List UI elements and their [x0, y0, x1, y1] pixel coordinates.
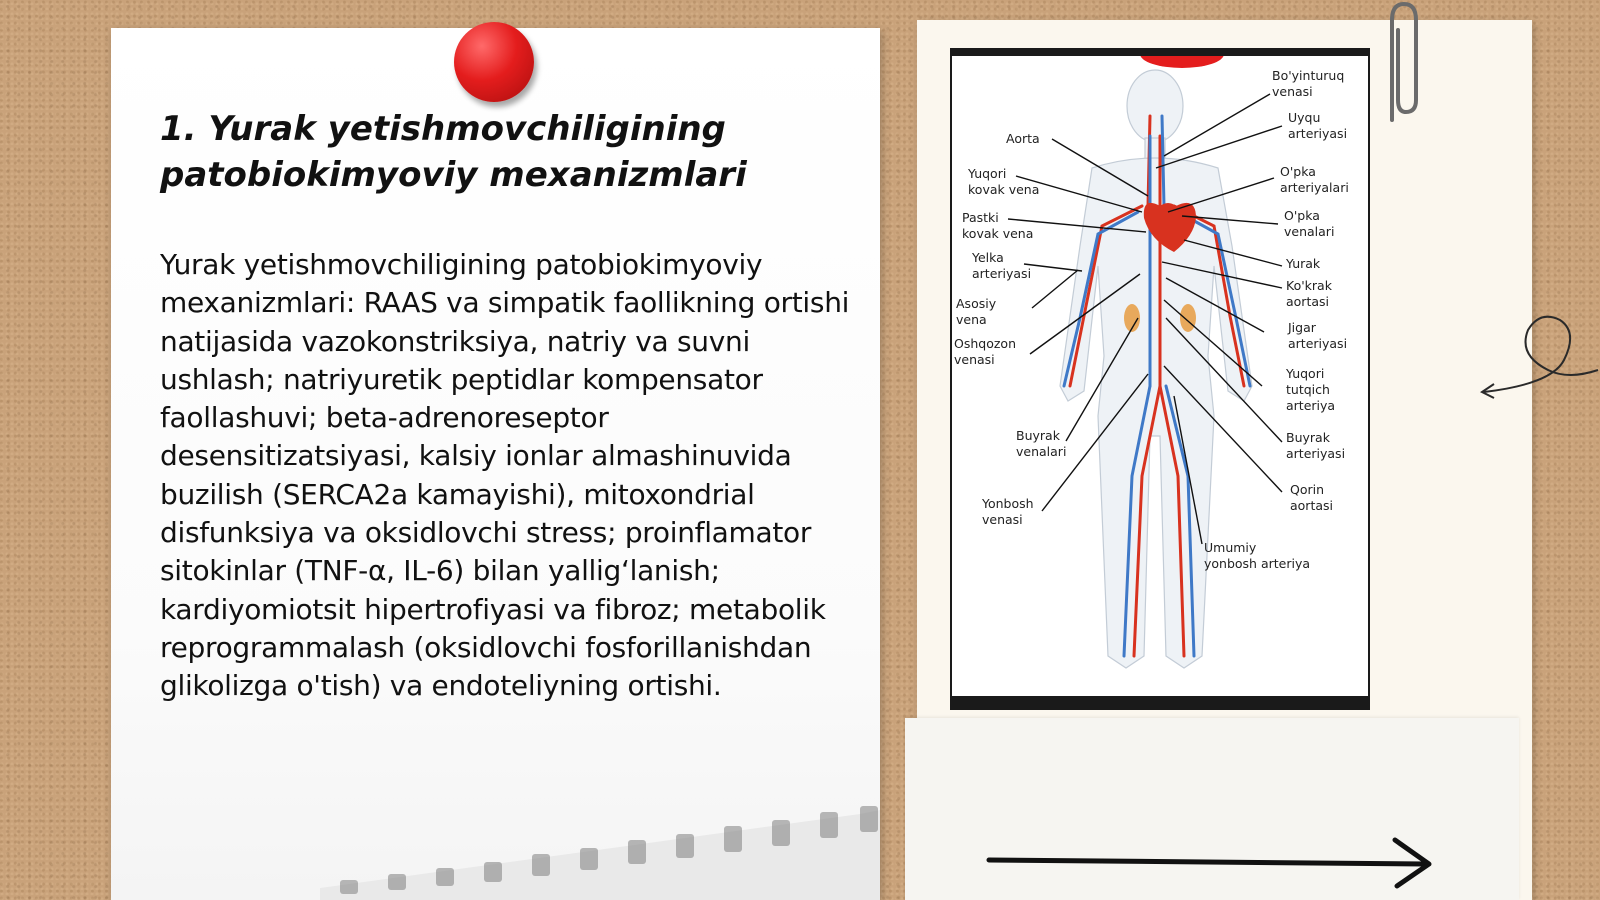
torn-paper-edge	[320, 800, 880, 900]
label-yurak: Yurak	[1286, 256, 1321, 271]
slide-title: 1. Yurak yetishmovchiligining patobiokimyoviy mexanizmlari	[160, 109, 747, 195]
label-asosiy-vena: Asosiy vena	[956, 296, 997, 327]
label-yuqori-kovak-vena: Yuqori kovak vena	[968, 166, 1040, 197]
label-opka-arteriyalari: O'pka arteriyalari	[1280, 164, 1349, 195]
paper-clip-icon	[1370, 0, 1430, 130]
label-oshqozon-venasi: Oshqozon venasi	[954, 336, 1016, 367]
diagram-drawing	[952, 56, 1368, 696]
label-boyinturuq-venasi: Bo'yinturuq venasi	[1272, 68, 1345, 99]
red-pushpin-icon	[454, 22, 534, 102]
label-buyrak-arteriyasi: Buyrak arteriyasi	[1286, 430, 1346, 461]
label-buyrak-venalari: Buyrak venalari	[1016, 428, 1067, 459]
label-uyqu-arteriyasi: Uyqu arteriyasi	[1288, 110, 1348, 141]
right-arrow-icon	[985, 830, 1445, 890]
label-pastki-kovak-vena: Pastki kovak vena	[962, 210, 1034, 241]
label-yelka-arteriyasi: Yelka arteriyasi	[972, 250, 1032, 281]
label-kokrak-aortasi: Ko'krak aortasi	[1286, 278, 1332, 309]
label-qorin-aortasi: Qorin aortasi	[1290, 482, 1333, 513]
doodle-loop-arrow-icon	[1478, 300, 1600, 410]
label-opka-venalari: O'pka venalari	[1284, 208, 1335, 239]
label-aorta: Aorta	[1006, 131, 1040, 146]
slide-body-text: Yurak yetishmovchiligining patobiokimyoviy mexanizmlari: RAAS va simpatik faollikning ortishi natijasida vazokonstriksiya, natriy va suvni ushlash; natriyuretik peptidlar kompensator faollashuvi; beta-adrenoreseptor desensitizatsiyasi, kalsiy ionlar almashinuvida buzilish (SERCA2a kamayishi), mitoxondrial disfunksiya va oksidlovchi stress; proinflamator sitokinlar (TNF-α, IL-6) bilan yallig‘lanish; kardiyomiotsit hipertrofiyasi va fibroz; metabolik reprogrammalash (oksidlovchi fosforillanishdan glikolizga o'tish) va endoteliyning ortishi.	[160, 248, 850, 703]
label-umumiy-yonbosh-arteriya: Umumiy yonbosh arteriya	[1204, 540, 1311, 571]
label-yuqori-tutqich-arteriya: Yuqori tutqich arteriya	[1286, 366, 1336, 413]
label-yonbosh-venasi: Yonbosh venasi	[982, 496, 1034, 527]
circulatory-system-diagram	[950, 48, 1370, 710]
label-jigar-arteriyasi: Jigar arteriyasi	[1288, 320, 1348, 351]
